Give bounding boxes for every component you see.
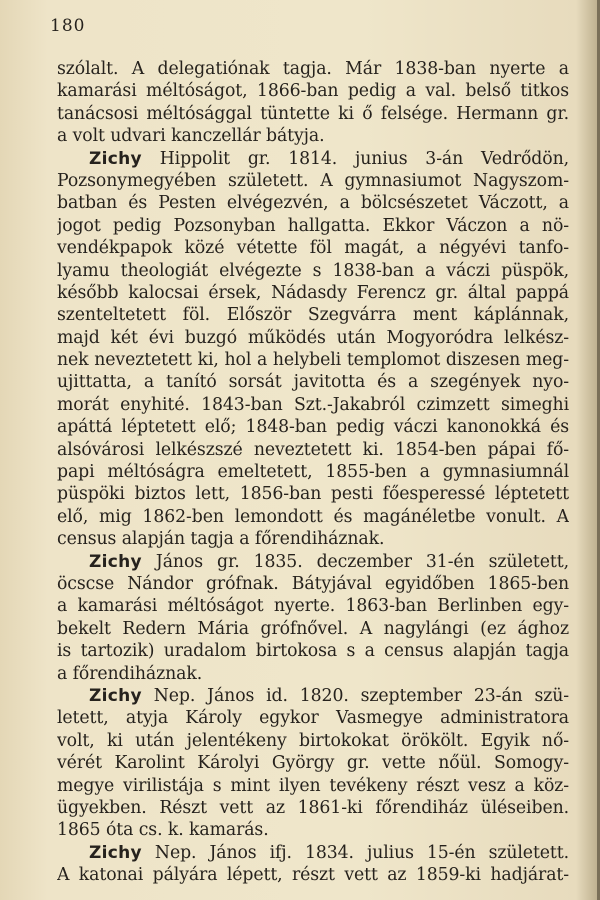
text-line (57, 595, 569, 617)
line-text: A katonai pályára lépett, részt vett az 1859-ki hadjárat- (57, 865, 569, 886)
text-line (57, 58, 569, 80)
text-line (57, 215, 569, 237)
line-text: bekelt Redern Mária grófnővel. A nagylángi (ez ághoz (57, 618, 569, 639)
text-line (57, 640, 569, 662)
line-text: alsóvárosi lelkészszé neveztetett ki. 1854-ben pápai fő- (57, 439, 569, 460)
line-text: apáttá léptetett elő; 1848-ban pedig váczi kanonokká és (57, 417, 569, 438)
line-text: census alapján tagja a főrendiháznak. (57, 529, 385, 550)
line-text: öcscse Nándor grófnak. Bátyjával egyidőben 1865-ben (57, 573, 569, 594)
line-text: Hippolit gr. 1814. junius 3-án Vedrődön, (141, 148, 569, 169)
line-text: letett, atyja Károly egykor Vasmegye administratora (57, 708, 569, 729)
text-line (57, 349, 569, 371)
text-line (57, 461, 569, 483)
entry-heading-line (57, 685, 569, 707)
line-text: szenteltetett föl. Először Szegvárra ment káplánnak, (57, 305, 569, 326)
line-text: ujittatta, a tanító sorsát javitotta és a szegények nyo- (57, 372, 569, 393)
line-text: 1865 óta cs. k. kamarás. (57, 820, 269, 841)
entry-heading-line (57, 148, 569, 170)
line-text: tanácsosi méltósággal tüntette ki ő felsége. Hermann gr. (57, 103, 569, 124)
line-text: majd két évi buzgó működés után Mogyoródra lelkész- (57, 327, 569, 348)
text-line (57, 394, 569, 416)
text-line (57, 327, 569, 349)
text-line (57, 864, 569, 886)
line-text: püspöki biztos lett, 1856-ban pesti főesperessé léptetett (57, 484, 569, 505)
line-text: is tartozik) uradalom birtokosa s a census alapján tagja (57, 641, 569, 662)
text-line (57, 125, 569, 147)
text-line (57, 192, 569, 214)
text-line (57, 282, 569, 304)
line-text: kamarási méltóságot, 1866-ban pedig a val. belső titkos (57, 81, 569, 102)
line-text: ügyekben. Részt vett az 1861-ki főrendiház üléseiben. (57, 797, 569, 818)
text-line (57, 775, 569, 797)
line-text: a kamarási méltóságot nyerte. 1863-ban Berlinben egy- (57, 596, 569, 617)
text-line (57, 797, 569, 819)
line-text: Nep. János ifj. 1834. julius 15-én született. (141, 842, 569, 863)
line-text: a főrendiháznak. (57, 663, 203, 684)
line-text: szólalt. A delegatiónak tagja. Már 1838-ban nyerte a (57, 59, 569, 79)
entry-heading-line (57, 842, 569, 864)
page-number: 180 (50, 16, 86, 36)
entry-name: Zichy (89, 685, 142, 706)
line-text: János gr. 1835. deczember 31-én született, (141, 551, 569, 572)
text-line (57, 170, 569, 192)
text-line (57, 663, 569, 685)
text-line (57, 730, 569, 752)
line-text: papi méltóságra emeltetett, 1855-ben a gymnasiumnál (57, 462, 569, 483)
text-line (57, 80, 569, 102)
text-line (57, 573, 569, 595)
line-text: Pozsonymegyében született. A gymnasiumot Nagyszom- (57, 170, 569, 191)
text-line (57, 707, 569, 729)
line-text: vendékpapok közé vétette föl magát, a négyévi tanfo- (57, 238, 569, 259)
entry-name: Zichy (89, 551, 142, 572)
text-line (57, 260, 569, 282)
text-line (57, 752, 569, 774)
entry-heading-line (57, 551, 569, 573)
text-line (57, 483, 569, 505)
line-text: elő, mig 1862-ben lemondott és magánéletbe vonult. A (57, 506, 569, 527)
text-line (57, 103, 569, 125)
text-line (57, 618, 569, 640)
line-text: volt, ki után jelentékeny birtokokat örökölt. Egyik nő- (57, 730, 569, 751)
entry-name: Zichy (89, 842, 142, 863)
line-text: a volt udvari kanczellár bátyja. (57, 126, 325, 147)
line-text: morát enyhité. 1843-ban Szt.-Jakabról czimzett simeghi (57, 394, 569, 415)
text-line (57, 528, 569, 550)
text-line (57, 819, 569, 841)
text-line (57, 304, 569, 326)
line-text: később kalocsai érsek, Nádasdy Ferencz gr. által pappá (57, 282, 569, 303)
line-text: lyamu theologiát elvégezte s 1838-ban a váczi püspök, (57, 260, 569, 281)
text-line (57, 371, 569, 393)
line-text: batban és Pesten elvégezvén, a bölcsészetet Váczott, a (57, 193, 569, 214)
line-text: vérét Karolint Károlyi György gr. vette nőül. Somogy- (57, 753, 569, 774)
page-body (57, 58, 569, 886)
text-line (57, 237, 569, 259)
entry-name: Zichy (89, 148, 142, 169)
line-text: jogot pedig Pozsonyban hallgatta. Ekkor Váczon a nö- (57, 215, 569, 236)
line-text: nek neveztetett ki, hol a helybeli templomot diszesen meg- (57, 350, 569, 371)
text-line (57, 506, 569, 528)
text-line (57, 439, 569, 461)
text-line (57, 416, 569, 438)
line-text: Nep. János id. 1820. szeptember 23-án szü- (141, 685, 569, 706)
line-text: megye virilistája s mint ilyen tevékeny részt vesz a köz- (57, 775, 569, 796)
